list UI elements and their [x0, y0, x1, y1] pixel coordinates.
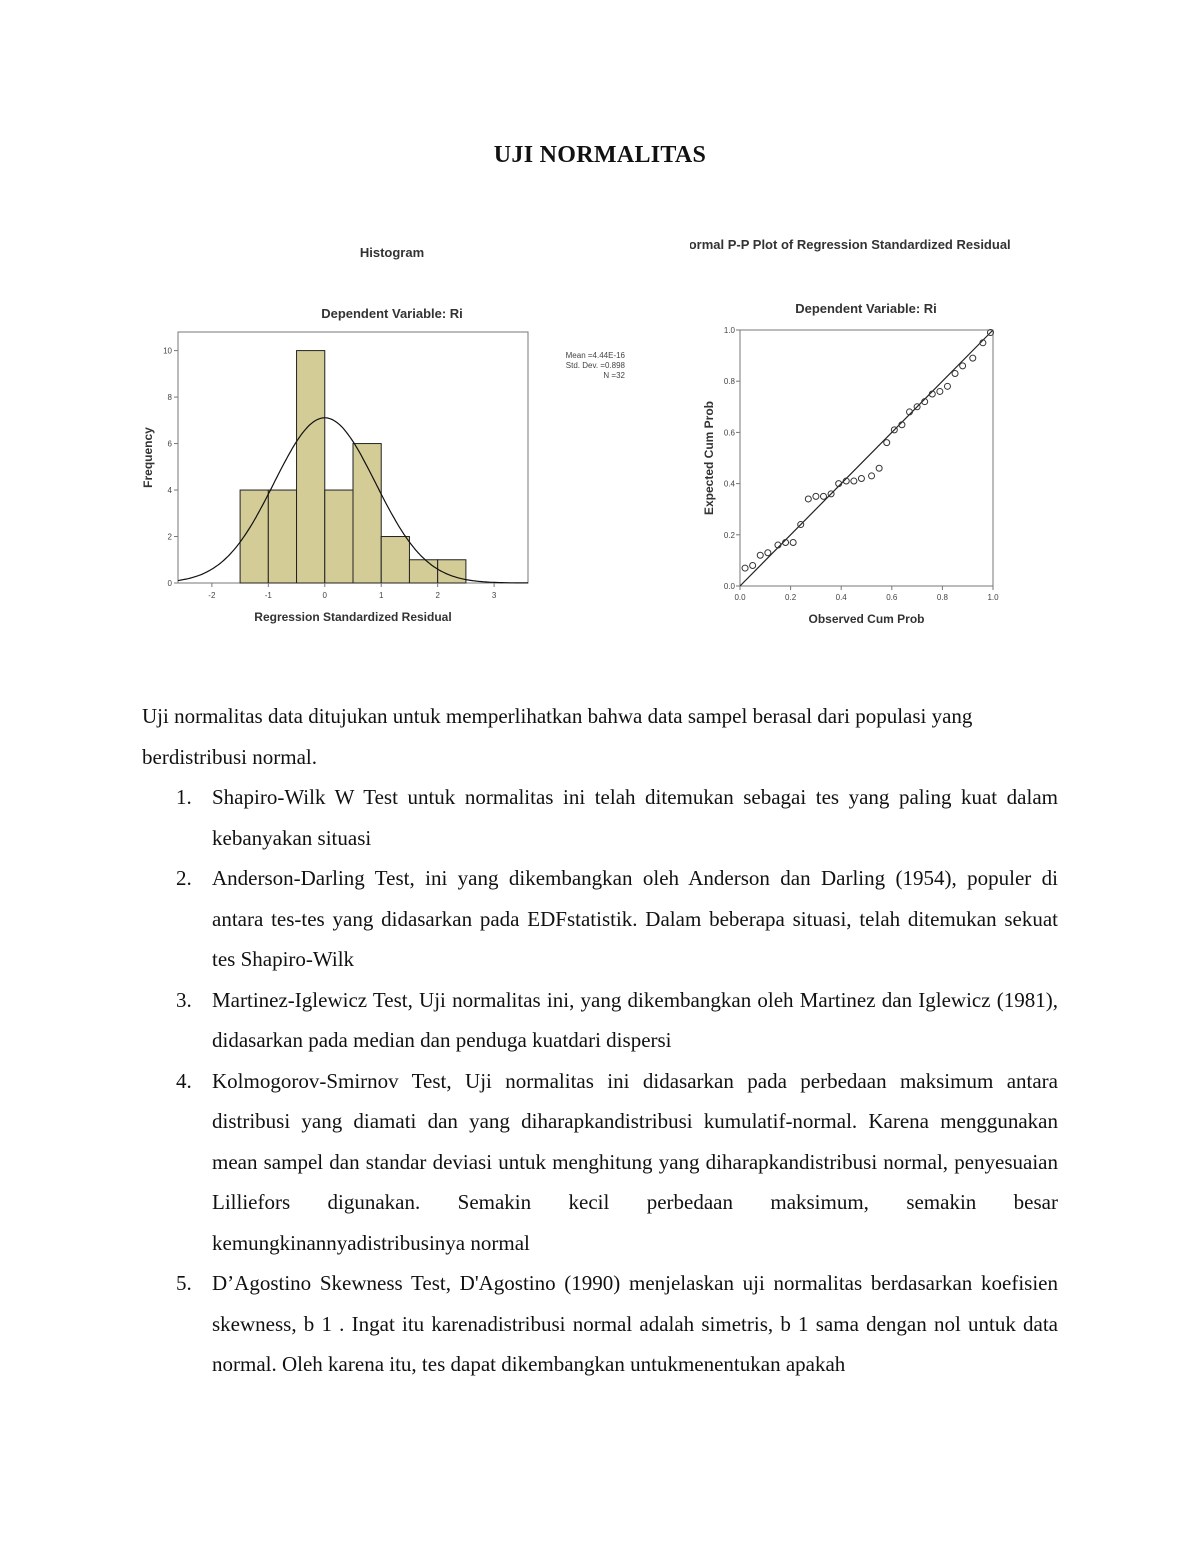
list-item: [176, 980, 1058, 1061]
list-number: 5.: [176, 1271, 192, 1295]
list-text: Anderson-Darling Test, ini yang dikembangkan oleh Anderson dan Darling (1954), populer di antara tes-tes yang didasarkan pada EDFstatistik. Dalam beberapa situasi, telah ditemukan sekuat tes Shapiro-Wilk: [212, 866, 1058, 971]
page-title: UJI NORMALITAS: [493, 142, 707, 168]
x-tick-label: -2: [208, 591, 216, 600]
histogram-bar: [297, 351, 325, 583]
y-tick-label: 4: [167, 486, 172, 496]
histogram-bar: [325, 490, 353, 583]
list-item: [176, 858, 1058, 980]
histogram-bar: [409, 560, 437, 583]
y-axis-label: Expected Cum Prob: [702, 400, 716, 516]
histogram-svg: [130, 230, 650, 640]
list-item: [176, 1061, 1058, 1264]
y-tick-label: 0: [167, 579, 172, 588]
list-text: Kolmogorov-Smirnov Test, Uji normalitas ini didasarkan pada perbedaan maksimum antara distribusi yang diamati dan yang diharapkandistribusi kumulatif-normal. Karena menggunakan mean sampel dan standar deviasi untuk menghitung yang diharapkandistribusi normal, penyesuaian Lilliefors digunakan. Semakin kecil perbedaan maksimum, semakin besar kemungkinannyadistribusinya normal: [212, 1068, 1058, 1255]
x-tick-label: 2: [435, 591, 440, 600]
x-axis-label: Regression Standardized Residual: [254, 610, 452, 624]
y-axis-label: Frequency: [141, 427, 155, 488]
body-content: [142, 696, 1058, 1385]
chart-subtitle: Dependent Variable: Ri: [321, 306, 463, 321]
list-text: Martinez-Iglewicz Test, Uji normalitas ini, yang dikembangkan oleh Martinez dan Iglewicz (1981), didasarkan pada median dan penduga kuatdari dispersi: [212, 987, 1058, 1052]
y-tick-label: 0.0: [723, 582, 735, 591]
histogram-bar: [268, 490, 296, 583]
y-tick-label: 2: [167, 532, 172, 542]
test-list: [142, 777, 1058, 1385]
x-tick-label: 0.0: [734, 593, 746, 602]
list-item: [176, 1263, 1058, 1385]
y-tick-label: 0.8: [723, 377, 735, 387]
stats-text: Mean =4.44E-16: [565, 351, 625, 360]
list-text: Shapiro-Wilk W Test untuk normalitas ini telah ditemukan sebagai tes yang paling kuat dalam kebanyakan situasi: [212, 785, 1058, 850]
histogram-bar: [381, 537, 409, 583]
x-tick-label: -1: [264, 591, 272, 600]
y-tick-label: 1.0: [723, 326, 735, 335]
x-tick-label: 0.4: [835, 593, 847, 602]
histogram-bar: [353, 444, 381, 583]
x-tick-label: 3: [491, 591, 497, 600]
intro-paragraph: Uji normalitas data ditujukan untuk memperlihatkan bahwa data sampel berasal dari populasi yang berdistribusi normal.: [142, 704, 973, 769]
stats-text: N =32: [603, 371, 625, 380]
chart-subtitle: Dependent Variable: Ri: [795, 301, 937, 316]
x-tick-label: 1.0: [987, 593, 999, 602]
pp-plot-chart: [690, 225, 1050, 640]
y-tick-label: 0.2: [723, 530, 735, 540]
y-tick-label: 6: [167, 439, 172, 449]
y-tick-label: 10: [163, 346, 172, 356]
list-number: 4.: [176, 1068, 192, 1093]
x-tick-label: 0.2: [785, 593, 797, 602]
stats-text: Std. Dev. =0.898: [565, 361, 625, 370]
chart-title: Histogram: [359, 245, 425, 260]
list-number: 3.: [176, 987, 192, 1012]
list-text: D’Agostino Skewness Test, D'Agostino (1990) menjelaskan uji normalitas berdasarkan koefisien skewness, b 1 . Ingat itu karenadistribusi normal adalah simetris, b 1 sama dengan nol untuk data normal. Oleh karena itu, tes dapat dikembangkan untukmenentukan apakah: [212, 1271, 1058, 1376]
x-tick-label: 0: [322, 591, 328, 600]
pp-plot-svg: [690, 225, 1050, 640]
y-tick-label: 0.6: [723, 428, 735, 438]
list-number: 2.: [176, 866, 192, 890]
x-tick-label: 0.6: [886, 593, 898, 602]
chart-title: Normal P-P Plot of Regression Standardized Residual: [690, 237, 1011, 252]
x-tick-label: 0.8: [936, 593, 948, 602]
histogram-chart: [130, 230, 650, 640]
x-tick-label: 1: [378, 591, 384, 600]
x-axis-label: Observed Cum Prob: [808, 612, 925, 626]
list-number: 1.: [176, 785, 192, 809]
list-item: [176, 777, 1058, 858]
y-tick-label: 8: [167, 393, 172, 403]
y-tick-label: 0.4: [723, 479, 735, 489]
